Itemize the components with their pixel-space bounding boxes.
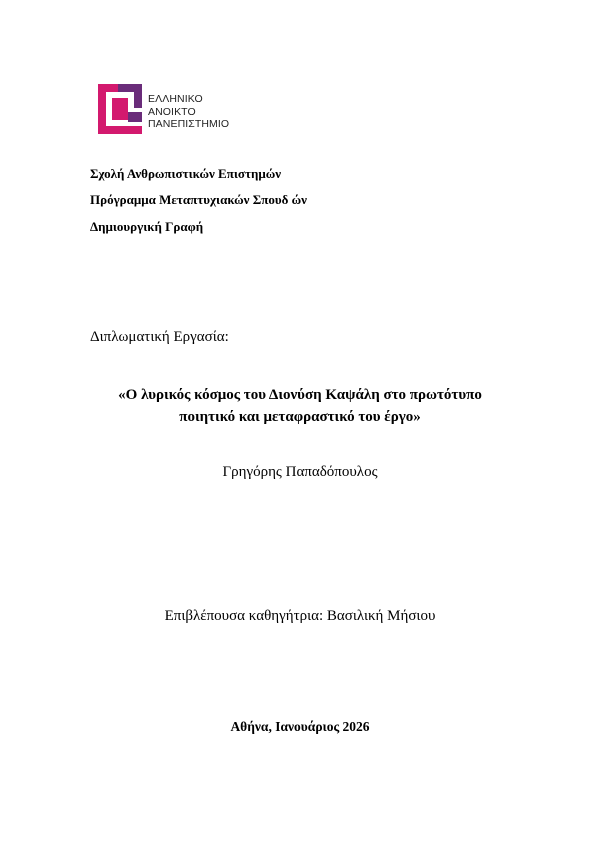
thesis-type-label: Διπλωματική Εργασία: [90, 329, 229, 345]
logo-line-1: ΕΛΛΗΝΙΚΟ [148, 93, 203, 105]
thesis-title-line-2: ποιητικό και μεταφραστικό του έργο» [179, 409, 421, 425]
thesis-title [60, 384, 540, 428]
program-name: Πρόγραμμα Μεταπτυχιακών Σπουδ ών [90, 192, 307, 207]
supervisor-line: Επιβλέπουσα καθηγήτρια: Βασιλική Μήσιου [164, 608, 436, 624]
logo-line-2: ΑΝΟΙΚΤΟ [148, 105, 196, 118]
school-name: Σχολή Ανθρωπιστικών Επιστημών [90, 166, 282, 181]
university-logo-icon [96, 82, 144, 136]
author-name: Γρηγόρης Παπαδόπουλος [222, 464, 378, 480]
place-date: Αθήνα, Ιανουάριος 2026 [230, 719, 370, 734]
logo-line-3: ΠΑΝΕΠΙΣΤΗΜΙΟ [148, 118, 230, 130]
university-logo-text [148, 93, 229, 131]
university-logo [96, 82, 256, 136]
thesis-title-line-1: «Ο λυρικός κόσμος του Διονύση Καψάλη στο πρωτότυπο [118, 387, 482, 403]
specialization-name: Δημιουργική Γραφή [90, 219, 204, 234]
